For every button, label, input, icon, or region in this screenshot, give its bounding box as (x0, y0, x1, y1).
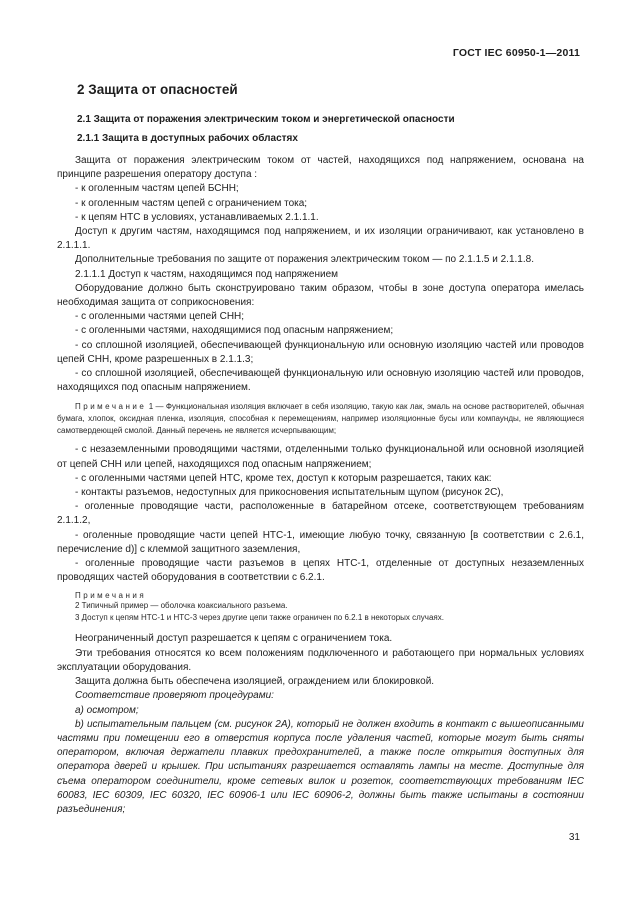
paragraph: Дополнительные требования по защите от поражения электрическим током — по 2.1.1.5 и 2.1.1.8. (75, 254, 534, 266)
paragraph-italic: Соответствие проверяют процедурами: (75, 690, 274, 702)
list-item: - контакты разъемов, недоступных для прикосновения испытательным щупом (рисунок 2С), (75, 487, 504, 499)
note-2: 2 Типичный пример — оболочка коаксиального разъема. (75, 601, 288, 611)
paragraph: Неограниченный доступ разрешается к цепям с ограничением тока. (75, 633, 393, 645)
list-item: - с оголенными частями цепей СНН; (75, 311, 245, 323)
paragraph-italic: b) испытательным пальцем (см. рисунок 2А), который не должен входить в контакт с вышеописанными частями при помещении его в отверстия корпуса после удаления частей, которые могут быть сняты оператором, включая держатели плавких предохранителей, а также после открытия доступных для оператора дверей и крышек. При испытаниях разрешается оставлять лампы на месте. Доступные для съема оператором соединители, кроме сетевых вилок и розеток, соответствующих требованиям IEC 60083, IEC 60309, IEC 60320, IEC 60906-1 или IEC 60906-2, должны быть также испытаны в состоянии разъединения; (57, 718, 584, 815)
list-item: - оголенные проводящие части, расположенные в батарейном отсеке, соответствующем требованиям 2.1.1.2, (57, 501, 584, 527)
paragraph: Оборудование должно быть сконструировано таким образом, чтобы в зоне доступа оператора имелась необходимая защита от соприкосновения: (57, 282, 584, 309)
paragraph: Доступ к другим частям, находящимся под напряжением, и их изоляции ограничивают, как установлено в 2.1.1.1. (57, 226, 584, 252)
paragraph: Эти требования относятся ко всем положениям подключенного и работающего при нормальных условиях эксплуатации оборудования. (57, 647, 584, 673)
notes-heading: Примечания (75, 591, 147, 601)
list-item: - с оголенными частями, находящимися под опасным напряжением; (75, 325, 394, 337)
list-item: - со сплошной изоляцией, обеспечивающей функциональную или основную изоляцию частей или проводов цепей СНН, кроме разрешенных в 2.1.1.3; (57, 339, 584, 365)
list-item: - к оголенным частям цепей БСНН; (75, 183, 239, 195)
page-content (57, 70, 584, 817)
list-item: - к оголенным частям цепей с ограничением тока; (75, 197, 308, 209)
clause-heading-inline: 2.1.1.1 Доступ к частям, находящимся под напряжением (75, 268, 339, 280)
page-number: 31 (568, 832, 580, 843)
note-1 (57, 401, 584, 437)
subsection-title: 2.1 Защита от поражения электрическим током и энергетической опасности (77, 114, 455, 125)
note-text: 1 — Функциональная изоляция включает в себя изоляцию, такую как лак, эмаль на основе растворителей, обычная бумага, хлопок, оксидная пленка, изоляция, способная к перемещениям, например изоляционные бусы или компаунды, не являющиеся самотвердеющей смолой. Данный перечень не является исчерпывающим; (57, 402, 584, 436)
document-header-standard: ГОСТ IEC 60950-1—2011 (452, 47, 580, 59)
list-item: - к цепям НТС в условиях, устанавливаемых 2.1.1.1. (75, 211, 319, 223)
list-item: - со сплошной изоляцией, обеспечивающей функциональную или основную изоляцию частей или проводов, находящихся под опасным напряжением. (57, 368, 584, 394)
clause-title: 2.1.1 Защита в доступных рабочих областях (77, 133, 298, 144)
paragraph: Защита от поражения электрическим током от частей, находящихся под напряжением, основана на принципе разрешения оператору доступа : (57, 155, 584, 181)
list-item: - с оголенными частями цепей НТС, кроме тех, доступ к которым разрешается, таких как: (75, 472, 492, 484)
list-item: - оголенные проводящие части разъемов в цепях НТС-1, отделенные от доступных незаземленных проводящих частей оборудования в соответствии с 6.2.1. (57, 558, 584, 584)
note-3: 3 Доступ к цепям НТС-1 и НТС-3 через другие цепи также ограничен по 6.2.1 в некоторых случаях. (75, 613, 444, 623)
paragraph: Защита должна быть обеспечена изоляцией, ограждением или блокировкой. (75, 676, 435, 688)
list-item: - оголенные проводящие части цепей НТС-1, имеющие любую точку, связанную [в соответствии с 2.6.1, перечисление d)] с клеммой защитного заземления, (57, 529, 584, 555)
list-item: - с незаземленными проводящими частями, отделенными только функциональной или основной изоляцией от цепей СНН или цепей, находящихся под опасным напряжением; (57, 444, 584, 470)
section-title: 2 Защита от опасностей (77, 82, 238, 97)
note-label: Примечание (75, 402, 147, 412)
paragraph-italic: а) осмотром; (75, 704, 139, 716)
